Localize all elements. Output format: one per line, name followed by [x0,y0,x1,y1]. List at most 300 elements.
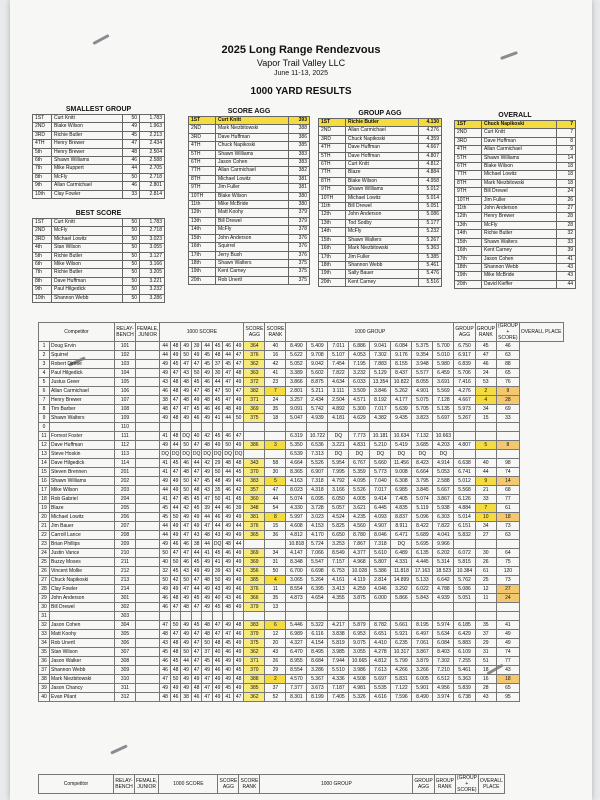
group-rank-cell: 53 [475,378,496,387]
value-cell: 44 [123,165,140,173]
score-agg-cell: 360 [244,495,265,504]
target-group-cell: 8.046 [370,531,391,540]
female-junior-cell [136,405,160,414]
target-group-cell: 4.327 [286,639,307,648]
results-row [39,504,564,513]
target-group-cell: 5.375 [412,342,433,351]
group-agg-row [319,186,442,194]
name-cell: Henry Brewer [52,148,123,156]
target-score-cell: 49 [202,666,213,675]
row-number-cell: 28 [39,585,50,594]
value-cell: 5.267 [419,236,442,244]
col-group-agg: GROUP AGG [454,323,475,342]
target-score-cell: 44 [170,441,181,450]
overall-row [455,196,576,204]
target-group-cell: 3.867 [412,648,433,657]
group-agg-cell [454,603,475,612]
target-score-cell: 47 [160,621,171,630]
target-score-cell: 49 [181,342,192,351]
target-score-cell: 39 [233,504,244,513]
venue-name: Vapor Trail Valley LLC [256,58,346,68]
results-row [39,675,564,684]
group-plus-score-cell: 8 [496,441,519,450]
best-score-row [33,277,165,285]
place-cell: 14th [455,230,482,238]
target-group-cell: 5.535 [370,684,391,693]
results-row [39,369,564,378]
target-score-cell: 43 [181,567,192,576]
target-group-cell: 4.956 [433,684,454,693]
value-cell: 4.130 [419,119,442,127]
target-score-cell: 48 [191,684,202,693]
target-group-cell: 5.107 [328,351,349,360]
score-agg-cell: 357 [244,486,265,495]
target-group-cell: 7.613 [370,666,391,675]
group-agg-row [319,127,442,135]
smallest-group-row [33,131,165,139]
target-score-cell: 43 [223,567,234,576]
value-cell: 379 [289,217,310,225]
score-agg-cell: 372 [244,378,265,387]
group-agg-cell: 5.363 [454,675,475,684]
value-cell: 5.086 [419,211,442,219]
place-cell: 2ND [455,129,482,137]
target-group-cell: 5.843 [412,594,433,603]
results-row [39,666,564,675]
target-score-cell: DQ [161,451,169,457]
place-cell: 17th [319,253,346,261]
group-plus-score-cell: 74 [496,468,519,477]
name-cell: Michael Lowitz [346,194,419,202]
target-group-cell: 6.497 [412,630,433,639]
name-cell: Allan Carmichael [482,146,557,154]
target-group-cell: 6.989 [286,630,307,639]
female-junior-cell [136,693,160,702]
group-rank-cell: 9 [475,477,496,486]
value-cell: 50 [123,252,140,260]
competitor-name-cell: Rob Unertl [50,639,115,648]
group-agg-cell: 5.568 [454,486,475,495]
name-cell: Richie Butler [346,119,419,127]
value-cell: 5.232 [419,228,442,236]
place-cell: 4th [33,244,52,252]
target-score-cell: 49 [160,585,171,594]
target-group-cell: 5.264 [307,576,328,585]
target-group-cell: 4.336 [328,675,349,684]
target-group-cell: 9.042 [307,360,328,369]
name-cell: Shawn Walters [482,238,557,246]
target-score-cell: 48 [223,540,234,549]
target-group-cell: 5.724 [307,540,328,549]
target-group-cell: 4.901 [412,387,433,396]
group-rank-cell: 26 [475,558,496,567]
target-group-cell: 7.318 [370,540,391,549]
place-cell: 15th [319,236,346,244]
group-plus-score-cell: 77 [496,657,519,666]
group-agg-cell: 6.151 [454,522,475,531]
target-score-cell: 49 [223,576,234,585]
target-group-cell [349,603,370,612]
target-group-cell: 9.091 [286,405,307,414]
target-score-cell: 46 [181,540,192,549]
competitor-name-cell: Steve Hoskin [50,450,115,459]
target-score-cell: 47 [191,657,202,666]
row-number-cell: 13 [39,450,50,459]
name-cell: Sally Bauer [346,270,419,278]
target-group-cell: DQ [412,450,433,459]
value-cell: 376 [289,251,310,259]
target-group-cell: 4.154 [307,639,328,648]
target-score-cell: 48 [223,459,234,468]
target-group-cell: 5.446 [286,621,307,630]
results-row [39,612,564,621]
target-group-cell: 5.057 [328,504,349,513]
name-cell: McFly [52,173,123,181]
name-cell: Kent Carney [216,268,289,276]
col-score-agg: SCORE AGG [244,323,265,342]
name-cell: Jason Cohen [216,159,289,167]
target-score-cell: 49 [233,378,244,387]
target-score-cell: 47 [191,648,202,657]
smallest-group-row [33,140,165,148]
target-score-cell: 49 [223,522,234,531]
target-score-cell: 46 [223,342,234,351]
value-cell: 383 [289,150,310,158]
target-score-cell: 49 [233,603,244,612]
target-score-cell: 48 [181,468,192,477]
target-group-cell: 4.163 [286,477,307,486]
target-group-cell: 8.023 [286,486,307,495]
target-score-cell [223,423,234,432]
group-agg-cell: 5.051 [454,594,475,603]
results-row [39,423,564,432]
target-score-cell: 49 [181,666,192,675]
target-group-cell: 6.512 [433,675,454,684]
value-cell: 18 [557,179,576,187]
target-score-cell: 49 [223,585,234,594]
row-number-cell: 27 [39,576,50,585]
target-score-cell: 38 [160,396,171,405]
target-group-cell: 4.939 [433,594,454,603]
target-score-cell: 43 [191,531,202,540]
target-score-cell: 48 [202,576,213,585]
results-row [39,549,564,558]
score-agg-cell: 379 [244,603,265,612]
competitor-name-cell: Bill Drewel [50,603,115,612]
group-agg-cell: 4.276 [454,387,475,396]
results-header-row [39,323,564,342]
target-score-cell: 39 [191,342,202,351]
target-score-cell: 41 [160,468,171,477]
target-score-cell: 42 [202,459,213,468]
value-cell: 4.958 [419,177,442,185]
target-group-cell: DQ [391,540,412,549]
value-cell: 50 [123,115,140,123]
target-score-cell: 40 [223,666,234,675]
competitor-name-cell: Shawn Williams [50,477,115,486]
score-agg-row [189,192,310,200]
place-cell: 18th [455,263,482,271]
score-agg-cell [244,612,265,621]
target-group-cell: 9.708 [307,351,328,360]
group-agg-cell: 7.255 [454,657,475,666]
score-agg-cell: 382 [244,387,265,396]
target-group-cell [307,603,328,612]
target-group-cell: DQ [391,450,412,459]
score-rank-cell: 8 [265,513,286,522]
bottom-col-score: 1000 SCORE [159,775,218,794]
target-group-cell: 7.122 [391,684,412,693]
female-junior-cell [136,675,160,684]
value-cell: 386 [289,133,310,141]
name-cell: Blake Wilson [346,177,419,185]
target-score-cell: 44 [212,504,223,513]
smallest-group-row [33,157,165,165]
value-cell: 27 [557,205,576,213]
female-junior-cell [136,513,160,522]
place-cell: 7TH [319,169,346,177]
target-score-cell: 37 [212,360,223,369]
best-score-row [33,219,165,227]
best-score-row [33,227,165,235]
group-rank-cell: 5 [475,441,496,450]
place-cell: 20th [189,276,216,284]
target-group-cell: 3.846 [370,387,391,396]
value-cell: 375 [289,276,310,284]
relay-bench-cell: 211 [115,558,136,567]
target-group-cell [286,603,307,612]
target-score-cell: 49 [223,657,234,666]
group-rank-cell: 24 [475,369,496,378]
target-group-cell: 5.074 [286,495,307,504]
target-group-cell: 10.663 [433,432,454,441]
competitor-name-cell: Vincent Mollie [50,567,115,576]
target-group-cell: 3.823 [412,414,433,423]
value-cell: 3.221 [140,277,165,285]
value-cell: 1.783 [140,219,165,227]
overall-row [455,179,576,187]
group-plus-score-cell [496,612,519,621]
place-cell: 2ND [33,123,52,131]
competitor-name-cell: Tim Barber [50,405,115,414]
score-agg-title: SCORE AGG [227,108,271,115]
value-cell: 50 [123,269,140,277]
place-cell: 9TH [319,186,346,194]
group-plus-score-cell: 46 [496,342,519,351]
female-junior-cell [136,585,160,594]
target-group-cell: 5.866 [391,594,412,603]
group-rank-cell: 10 [475,513,496,522]
target-group-cell: 5.322 [307,621,328,630]
target-score-cell [170,612,181,621]
target-score-cell: 45 [202,351,213,360]
target-score-cell: 47 [202,693,213,702]
place-cell: 13th [319,219,346,227]
target-group-cell: 8.955 [286,657,307,666]
female-junior-cell [136,450,160,459]
score-agg-cell: 365 [244,531,265,540]
value-cell: 46 [123,157,140,165]
target-score-cell: 50 [160,549,171,558]
target-score-cell: 44 [202,342,213,351]
target-score-cell: 49 [233,396,244,405]
value-cell: 379 [289,209,310,217]
target-score-cell: 46 [233,585,244,594]
target-score-cell: 46 [202,378,213,387]
name-cell: Kent Carney [346,278,419,286]
target-group-cell: 4.560 [349,522,370,531]
group-agg-cell: 4.884 [454,504,475,513]
target-group-cell: 6.202 [433,549,454,558]
female-junior-cell [136,396,160,405]
target-group-cell: 3.879 [412,657,433,666]
name-cell: Jason Cohen [482,255,557,263]
group-plus-score-cell: 75 [496,558,519,567]
target-score-cell: 42 [233,486,244,495]
score-agg-cell: 371 [244,396,265,405]
target-score-cell: 48 [202,531,213,540]
target-group-cell: 9.008 [391,468,412,477]
name-cell: Allan Carmichael [216,167,289,175]
overall-row [455,255,576,263]
target-score-cell: 49 [223,477,234,486]
group-agg-table [318,110,442,287]
target-score-cell: 44 [191,459,202,468]
value-cell: 5.385 [419,253,442,261]
competitor-name-cell: Stan Wilson [50,648,115,657]
target-group-cell: 4.654 [307,594,328,603]
competitor-name-cell: Buzzy Moses [50,558,115,567]
target-score-cell: 43 [202,486,213,495]
target-score-cell: 49 [191,396,202,405]
place-cell: 2ND [33,227,52,235]
target-group-cell: 5.825 [328,522,349,531]
target-score-cell: 48 [202,387,213,396]
target-score-cell: 50 [181,486,192,495]
name-cell: Rob Unertl [216,276,289,284]
value-cell: 43 [557,272,576,280]
group-plus-score-cell [496,603,519,612]
target-group-cell: 5.262 [391,387,412,396]
group-agg-cell [454,612,475,621]
score-agg-cell: 383 [244,621,265,630]
target-group-cell: DQ [370,450,391,459]
target-score-cell: 47 [212,630,223,639]
group-plus-score-cell: 64 [496,549,519,558]
relay-bench-cell: 304 [115,621,136,630]
target-group-cell: 8.365 [286,468,307,477]
target-score-cell: 47 [170,468,181,477]
row-number-cell: 14 [39,459,50,468]
target-score-cell: 45 [170,360,181,369]
overall-row [455,137,576,145]
target-group-cell: 4.147 [286,549,307,558]
target-score-cell: 45 [181,495,192,504]
row-number-cell: 9 [39,414,50,423]
overall-row [455,213,576,221]
place-cell: 7th [33,269,52,277]
group-rank-cell: 37 [475,630,496,639]
target-score-cell: 49 [160,540,171,549]
results-row [39,342,564,351]
target-group-cell: 14.899 [391,576,412,585]
target-score-cell: 49 [191,567,202,576]
target-group-cell: 5.577 [412,369,433,378]
value-cell: 380 [289,192,310,200]
target-group-cell: 4.835 [391,504,412,513]
target-score-cell: 49 [212,684,223,693]
target-score-cell: 46 [223,486,234,495]
place-cell: 17th [189,251,216,259]
overall-row [455,171,576,179]
female-junior-cell [136,639,160,648]
female-junior-cell [136,414,160,423]
target-group-cell: 8.549 [328,549,349,558]
target-score-cell: 47 [191,666,202,675]
staple [110,744,128,754]
name-cell: Tod Sodby [346,219,419,227]
target-group-cell: 5.419 [391,441,412,450]
target-score-cell: 46 [160,666,171,675]
row-number-cell: 15 [39,468,50,477]
value-cell: 393 [289,117,310,125]
score-rank-cell: 35 [265,405,286,414]
relay-bench-cell: 107 [115,396,136,405]
value-cell: 1.963 [140,123,165,131]
target-group-cell [286,612,307,621]
target-score-cell: 48 [181,396,192,405]
female-junior-cell [136,486,160,495]
target-group-cell: 10.028 [349,567,370,576]
place-cell: 12th [455,213,482,221]
group-plus-score-cell: 120 [496,567,519,576]
relay-bench-cell: 310 [115,675,136,684]
relay-bench-cell: 105 [115,378,136,387]
target-group-cell: 5.314 [433,558,454,567]
name-cell: Dave Huffman [482,137,557,145]
group-plus-score-cell: 18 [496,513,519,522]
score-rank-cell: 3 [265,441,286,450]
competitor-name-cell: Matt Koohy [50,630,115,639]
target-group-cell: 3.948 [412,360,433,369]
target-score-cell: 49 [202,603,213,612]
score-agg-cell: 383 [244,477,265,486]
group-agg-cell [454,423,475,432]
target-group-cell: 5.526 [307,459,328,468]
group-agg-row [319,161,442,169]
target-score-cell: 50 [212,468,223,477]
target-score-cell: 48 [202,621,213,630]
place-cell: 8TH [189,175,216,183]
target-group-cell: 9.354 [412,351,433,360]
score-agg-row [189,125,310,133]
target-score-cell: 41 [212,558,223,567]
relay-bench-cell: 113 [115,450,136,459]
group-agg-cell [454,540,475,549]
group-agg-row [319,135,442,143]
group-rank-cell: 40 [475,459,496,468]
group-agg-cell: 5.832 [454,531,475,540]
target-group-cell: 4.170 [307,531,328,540]
score-agg-row [189,150,310,158]
group-agg-row [319,203,442,211]
target-group-cell [328,603,349,612]
row-number-cell: 37 [39,666,50,675]
results-row [39,585,564,594]
relay-bench-cell: 207 [115,522,136,531]
place-cell: 2ND [189,125,216,133]
target-group-cell: 6.886 [349,342,370,351]
